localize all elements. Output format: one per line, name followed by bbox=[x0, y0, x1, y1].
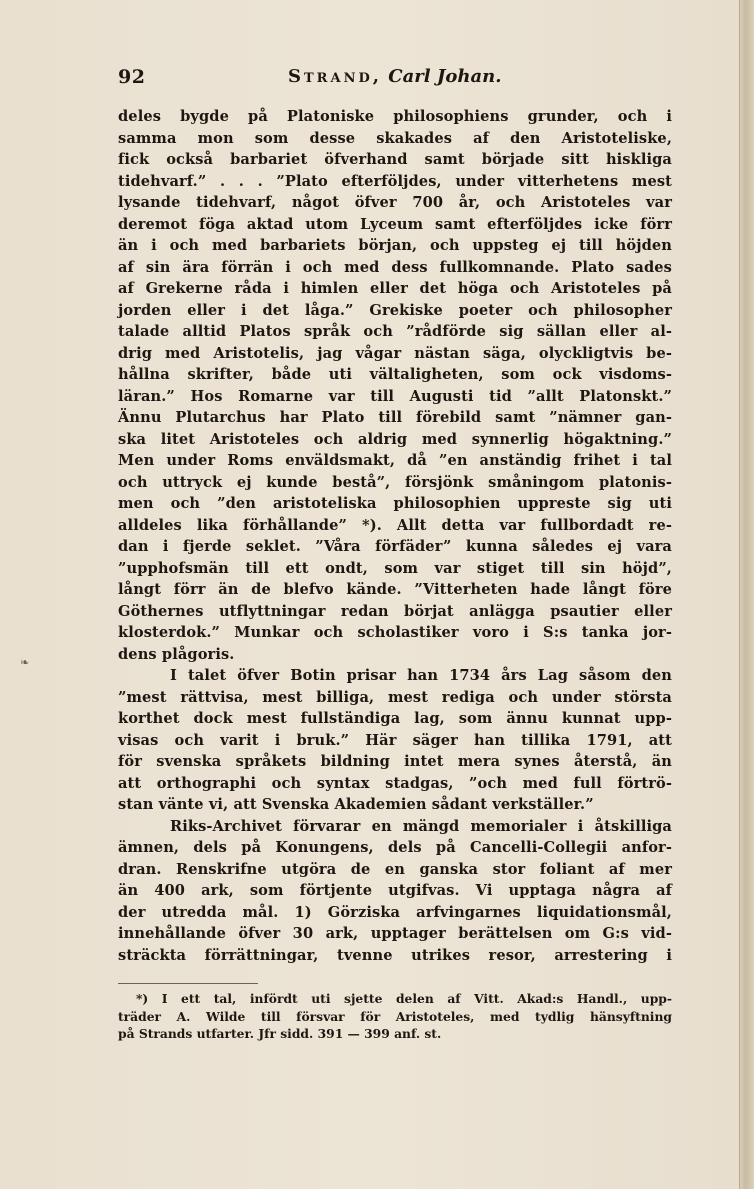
text-line: af sin ära förrän i och med dess fullkomnande. Plato sades bbox=[118, 258, 672, 276]
running-head bbox=[288, 66, 501, 87]
text-line: dran. Renskrifne utgöra de en ganska stor foliant af mer bbox=[118, 860, 672, 878]
text-line: dens plågoris. bbox=[118, 645, 235, 663]
text-line: ämnen, dels på Konungens, dels på Cancelli-Collegii anfor- bbox=[118, 839, 672, 856]
text-line: ska litet Aristoteles och aldrig med synnerlig högaktning.” bbox=[118, 430, 672, 448]
text-line: än i och med barbariets början, och uppsteg ej till höjden bbox=[118, 237, 672, 254]
page-header bbox=[118, 66, 678, 92]
text-line: talade alltid Platos språk och ”rådförde sig sällan eller al- bbox=[118, 323, 672, 340]
footnote-line: *) I ett tal, infördt uti sjette delen af Vitt. Akad:s Handl., upp- bbox=[136, 991, 672, 1006]
text-line: Göthernes utflyttningar redan börjat anlägga psautier eller bbox=[118, 602, 672, 620]
text-line: innehållande öfver 30 ark, upptager berättelsen om G:s vid- bbox=[118, 925, 672, 942]
footnote-line: på Strands utfarter. Jfr sidd. 391 — 399 anf. st. bbox=[118, 1026, 442, 1041]
footnote-rule bbox=[118, 983, 258, 984]
text-line: korthet dock mest fullständiga lag, som ännu kunnat upp- bbox=[118, 710, 672, 727]
text-line: och uttryck ej kunde bestå”, försjönk småningom platonis- bbox=[118, 473, 672, 491]
text-line: drig med Aristotelis, jag vågar nästan säga, olyckligtvis be- bbox=[118, 344, 672, 362]
page-number: 92 bbox=[118, 66, 146, 88]
text-line: der utredda mål. 1) Görziska arfvingarnes liquidationsmål, bbox=[118, 903, 672, 921]
running-head-name: Strand, bbox=[288, 66, 382, 87]
text-line: sträckta förrättningar, tvenne utrikes resor, arrestering i bbox=[118, 946, 672, 964]
text-line: I talet öfver Botin prisar han 1734 års Lag såsom den bbox=[170, 667, 672, 684]
margin-mark: ❧ bbox=[20, 656, 30, 669]
text-line: stan vänte vi, att Svenska Akademien sådant verkställer.” bbox=[118, 796, 594, 813]
text-line: lysande tidehvarf, något öfver 700 år, och Aristoteles var bbox=[118, 194, 672, 211]
text-line: Ännu Plutarchus har Plato till förebild samt ”nämner gan- bbox=[118, 409, 672, 426]
text-line: tidehvarf.” . . . ”Plato efterföljdes, under vitterhetens mest bbox=[118, 172, 672, 190]
text-line: att orthographi och syntax stadgas, ”och med full förtrö- bbox=[118, 774, 672, 792]
text-line: Riks-Archivet förvarar en mängd memorialer i åtskilliga bbox=[170, 817, 672, 835]
text-line: visas och varit i bruk.” Här säger han tillika 1791, att bbox=[118, 731, 672, 749]
text-line: deremot föga aktad utom Lyceum samt efterföljdes icke förr bbox=[118, 215, 672, 233]
text-line: samma mon som desse skakades af den Aristoteliske, bbox=[118, 129, 672, 147]
text-line: jorden eller i det låga.” Grekiske poeter och philosopher bbox=[118, 301, 672, 319]
text-line: långt förr än de blefvo kände. ”Vitterheten hade långt före bbox=[118, 581, 672, 598]
text-line: än 400 ark, som förtjente utgifvas. Vi upptaga några af bbox=[118, 882, 672, 899]
text-line: deles bygde på Platoniske philosophiens grunder, och i bbox=[118, 108, 672, 125]
body-text bbox=[118, 106, 672, 966]
running-head-subtitle: Carl Johan. bbox=[388, 66, 502, 87]
page-edge bbox=[739, 0, 754, 1189]
text-line: hållna skrifter, både uti vältaligheten, som ock visdoms- bbox=[118, 366, 672, 383]
text-line: fick också barbariet öfverhand samt började sitt hiskliga bbox=[118, 151, 672, 168]
footnote-line: träder A. Wilde till försvar för Aristoteles, med tydlig hänsyftning bbox=[118, 1008, 672, 1024]
text-line: ”upphofsmän till ett ondt, som var stiget till sin höjd”, bbox=[118, 559, 672, 577]
text-line: för svenska språkets bildning intet mera synes återstå, än bbox=[118, 753, 672, 770]
text-line: dan i fjerde seklet. ”Våra förfäder” kunna således ej vara bbox=[118, 538, 672, 555]
text-line: men och ”den aristoteliska philosophien uppreste sig uti bbox=[118, 495, 672, 512]
text-line: af Grekerne råda i himlen eller det höga och Aristoteles på bbox=[118, 280, 672, 297]
text-line: Men under Roms enväldsmakt, då ”en anständig frihet i tal bbox=[118, 452, 672, 469]
footnote bbox=[118, 990, 672, 1043]
text-line: ”mest rättvisa, mest billiga, mest rediga och under största bbox=[118, 688, 672, 706]
text-line: alldeles lika förhållande” *). Allt detta var fullbordadt re- bbox=[118, 516, 672, 534]
text-line: klosterdok.” Munkar och scholastiker voro i S:s tanka jor- bbox=[118, 624, 672, 641]
text-line: läran.” Hos Romarne var till Augusti tid ”allt Platonskt.” bbox=[118, 387, 672, 405]
